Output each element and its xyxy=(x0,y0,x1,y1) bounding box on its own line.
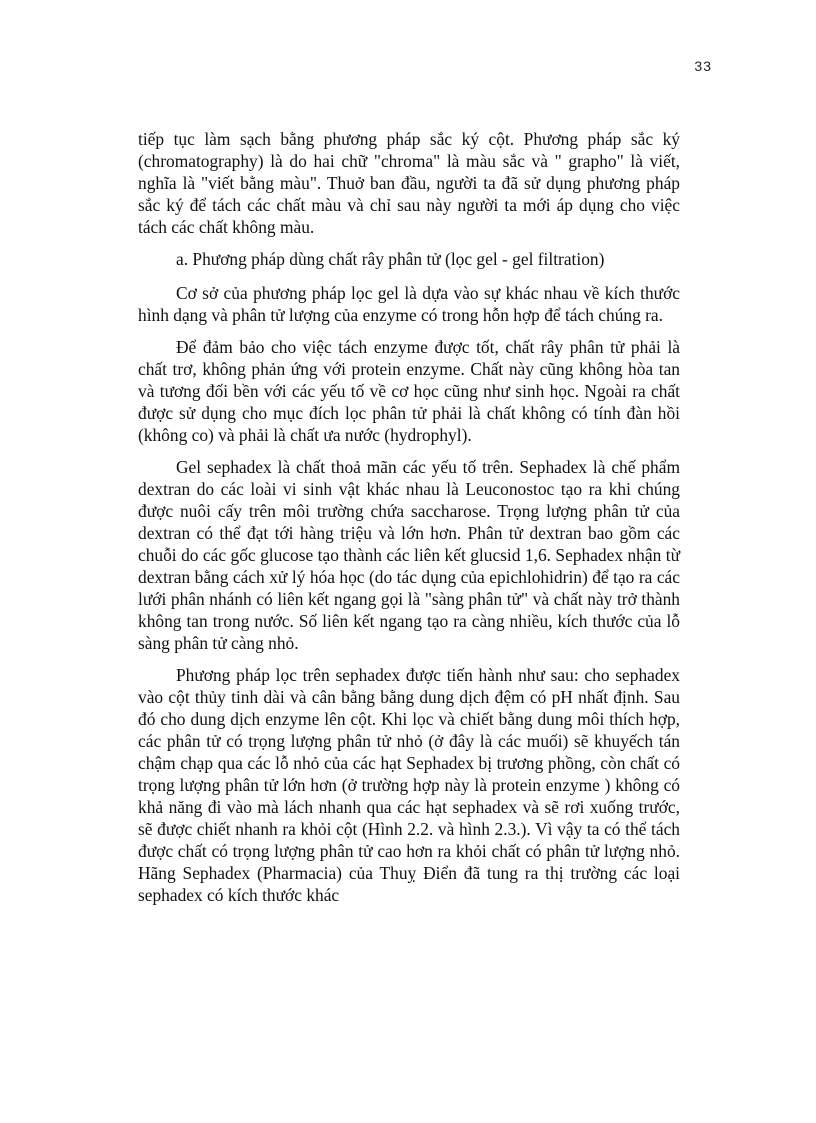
paragraph-sephadex-procedure: Phương pháp lọc trên sephadex được tiến hành như sau: cho sephadex vào cột thủy tinh dài và cân bằng bằng dung dịch đệm có pH nhất định. Sau đó cho dung dịch enzyme lên cột. Khi lọc và chiết bằng dung môi thích hợp, các phân tử có trọng lượng phân tử nhỏ (ở đây là các muối) sẽ khuyếch tán chậm chạp qua các lỗ nhỏ của các hạt Sephadex bị trương phồng, còn chất có trọng lượng phân tử lớn hơn (ở trường hợp này là protein enzyme ) không có khả năng đi vào mà lách nhanh qua các hạt sephadex và sẽ rơi xuống trước, sẽ được chiết nhanh ra khỏi cột (Hình 2.2. và hình 2.3.). Vì vậy ta có thể tách được chất có trọng lượng phân tử cao hơn ra khỏi chất có phân tử lượng nhỏ. Hãng Sephadex (Pharmacia) của Thuỵ Điển đã tung ra thị trường các loại sephadex có kích thước khác xyxy=(138,665,680,905)
page-number: 33 xyxy=(694,58,712,74)
paragraph-sephadex-description: Gel sephadex là chất thoả mãn các yếu tố trên. Sephadex là chế phẩm dextran do các loài vi sinh vật khác nhau là Leuconostoc tạo ra khi chúng được nuôi cấy trên môi trường chứa saccharose. Trọng lượng phân tử của dextran có thể đạt tới hàng triệu và lớn hơn. Phân tử dextran bao gồm các chuỗi do các gốc glucose tạo thành các liên kết glucsid 1,6. Sephadex nhận từ dextran bằng cách xử lý hóa học (do tác dụng của epichlohidrin) để tạo ra các lưới phân nhánh có liên kết ngang gọi là "sàng phân tử" và chất này trở thành không tan trong nước. Số liên kết ngang tạo ra càng nhiều, kích thước của lỗ sàng phân tử càng nhỏ. xyxy=(138,457,680,653)
paragraph-chromatography-intro: tiếp tục làm sạch bằng phương pháp sắc ký cột. Phương pháp sắc ký (chromatography) là do hai chữ "chroma" là màu sắc và " grapho" là viết, nghĩa là "viết bằng màu". Thuở ban đầu, người ta đã sử dụng phương pháp sắc ký để tách các chất màu và chỉ sau này người ta mới áp dụng cho việc tách các chất không màu. xyxy=(138,129,680,237)
body-text xyxy=(138,128,680,916)
paragraph-sieve-requirements: Để đảm bảo cho việc tách enzyme được tốt, chất rây phân tử phải là chất trơ, không phản ứng với protein enzyme. Chất này cũng không hòa tan và tương đối bền với các yếu tố về cơ học cũng như sinh học. Ngoài ra chất được sử dụng cho mục đích lọc phân tử phải là chất không có tính đàn hồi (không co) và phải là chất ưa nước (hydrophyl). xyxy=(138,337,680,445)
paragraph-gel-basis: Cơ sở của phương pháp lọc gel là dựa vào sự khác nhau về kích thước hình dạng và phân tử lượng của enzyme có trong hỗn hợp để tách chúng ra. xyxy=(138,283,680,325)
section-heading-gel-filtration: a. Phương pháp dùng chất rây phân tử (lọc gel - gel filtration) xyxy=(176,249,605,269)
